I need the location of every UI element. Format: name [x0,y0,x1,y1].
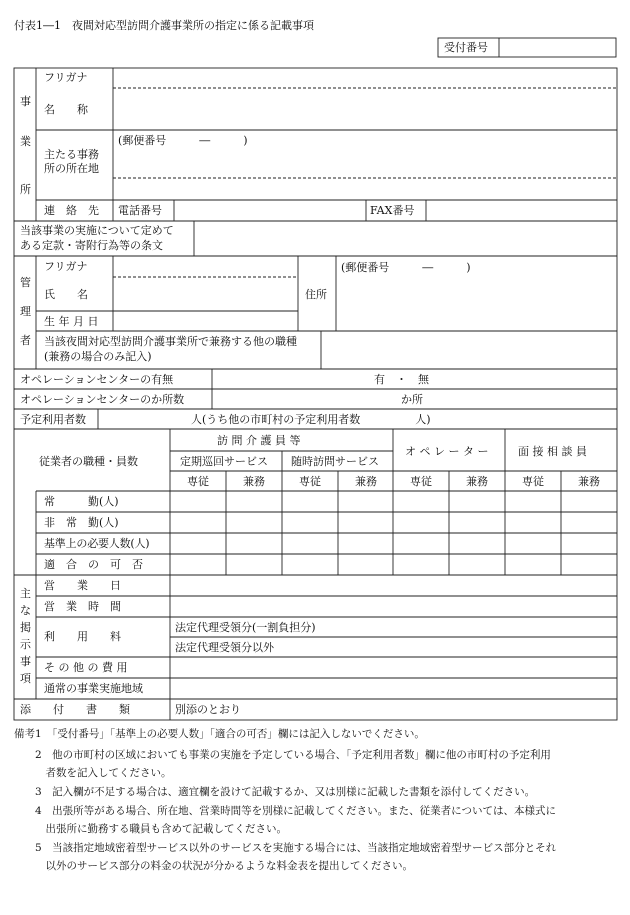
manager-side-label-1: 管 [20,276,31,289]
articles-label-1: 当該事業の実施について定めて [20,224,174,237]
staff-col-full-time: 専従 [187,475,209,488]
manager-name-field[interactable] [114,278,297,310]
staff-label: 従業者の職種・員数 [39,455,138,468]
service-area-label: 通常の事業実施地域 [44,682,143,695]
office-name-label: 名 称 [44,103,88,116]
staff-row-full-time: 常 勤(人) [44,495,119,508]
office-address-label-2: 所の所在地 [44,162,99,175]
fee-label: 利 用 料 [44,630,121,643]
fee-statutory-label: 法定代理受領分(一割負担分) [175,621,316,634]
operation-center-exists-label: オペレーションセンターの有無 [20,373,174,386]
manager-side-label-2: 理 [20,305,31,318]
manager-name-label: 氏 名 [44,288,88,301]
office-fax-field[interactable] [427,201,616,220]
office-contact-label: 連 絡 先 [44,204,99,217]
staff-col-part-time: 兼務 [355,475,377,488]
office-phone-field[interactable] [175,201,365,220]
office-side-label-2: 業 [20,135,31,148]
staff-col-part-time: 兼務 [466,475,488,488]
manager-address-label: 住所 [305,288,327,301]
posted-side-label-2: な [20,604,31,617]
note-line-8: 以外のサービス部分の料金の状況が分かるような料金表を提出してください。 [14,860,413,872]
posted-side-label-6: 項 [20,672,31,685]
office-phone-label: 電話番号 [118,204,162,217]
staff-count-cells[interactable] [171,492,616,574]
other-costs-label: そ の 他 の 費 用 [44,661,128,674]
manager-side-label-3: 者 [20,334,31,347]
planned-users-text: 人(うち他の市町村の予定利用者数 人) [191,413,431,426]
manager-other-job-label-1: 当該夜間対応型訪問介護事業所で兼務する他の職種 [44,335,297,348]
office-side-label-1: 事 [20,95,31,108]
receipt-number-field[interactable] [500,39,615,56]
manager-other-job-label-2: (兼務の場合のみ記入) [44,350,152,363]
fee-other-label: 法定代理受領分以外 [175,641,274,654]
planned-users-field[interactable] [99,410,189,428]
office-side-label-3: 所 [20,183,31,196]
note-line-4: 3 記入欄が不足する場合は、適宜欄を設けて記載するか、又は別様に記載した書類を添付してください。 [14,786,536,798]
operation-center-count-field[interactable] [213,390,398,408]
staff-col-part-time: 兼務 [243,475,265,488]
staff-regular-patrol: 定期巡回サービス [180,455,268,468]
office-address-field[interactable] [114,131,616,199]
note-line-6: 出張所に勤務する職員も含めて記載してください。 [14,823,287,835]
office-address-label-1: 主たる事務 [44,148,99,161]
articles-label-2: ある定款・寄附行為等の条文 [20,239,163,252]
manager-address-field[interactable] [337,257,616,330]
posted-side-label-4: 示 [20,638,31,651]
staff-interviewer: 面 接 相 談 員 [518,445,587,458]
posted-side-label-1: 主 [20,587,31,600]
business-days-field[interactable] [171,576,616,595]
articles-field[interactable] [195,222,616,255]
posted-side-label-3: 掲 [20,621,31,634]
business-hours-field[interactable] [171,597,616,616]
manager-birth-field[interactable] [114,312,297,330]
manager-other-job-field[interactable] [322,332,616,368]
staff-operator: オ ペ レ ー タ ー [405,445,489,458]
office-name-field[interactable] [114,89,616,129]
staff-col-full-time: 専従 [522,475,544,488]
office-fax-label: FAX番号 [370,204,415,217]
staff-col-part-time: 兼務 [578,475,600,488]
manager-furigana-field[interactable] [114,257,297,276]
staff-row-part-time: 非 常 勤(人) [44,516,119,529]
note-line-3: 者数を記入してください。 [14,767,172,779]
form-title: 付表1―1 夜間対応型訪問介護事業所の指定に係る記載事項 [14,19,314,32]
business-hours-label: 営 業 時 間 [44,600,121,613]
service-area-field[interactable] [171,679,616,698]
manager-birth-label: 生 年 月 日 [44,315,99,328]
staff-col-full-time: 専従 [410,475,432,488]
attachments-value: 別添のとおり [175,703,241,716]
note-line-2: 2 他の市町村の区域においても事業の実施を予定している場合、「予定利用者数」欄に他の市町村の予定利用 [14,749,551,761]
office-furigana-field[interactable] [114,69,616,87]
business-days-label: 営 業 日 [44,579,121,592]
note-line-5: 4 出張所等がある場合、所在地、営業時間等を別様に記載してください。また、従業者については、本様式に [14,805,556,817]
operation-center-exists-value[interactable]: 有 ・ 無 [374,373,429,386]
manager-furigana-label: フリガナ [44,260,88,273]
planned-users-label: 予定利用者数 [20,413,86,426]
staff-col-full-time: 専従 [299,475,321,488]
office-furigana-label: フリガナ [44,71,88,84]
other-costs-field[interactable] [171,658,616,677]
staff-visiting-group: 訪 問 介 護 員 等 [217,434,301,447]
staff-on-demand: 随時訪問サービス [291,455,379,468]
office-postal-label: (郵便番号 ― ) [118,134,248,147]
staff-row-required: 基準上の必要人数(人) [44,537,150,550]
manager-postal-label: (郵便番号 ― ) [341,261,471,274]
note-line-1: 備考1 「受付番号」「基準上の必要人数」「適合の可否」欄には記入しないでください。 [14,728,425,740]
posted-side-label-5: 事 [20,655,31,668]
attachments-label: 添 付 書 類 [20,703,130,716]
note-line-7: 5 当該指定地域密着型サービス以外のサービスを実施する場合には、当該指定地域密着型サービス部分とそれ [14,842,557,854]
receipt-number-label: 受付番号 [444,41,488,54]
operation-center-count-unit: か所 [401,393,423,406]
staff-row-conformity: 適 合 の 可 否 [44,558,143,571]
operation-center-count-label: オペレーションセンターのか所数 [20,393,185,406]
